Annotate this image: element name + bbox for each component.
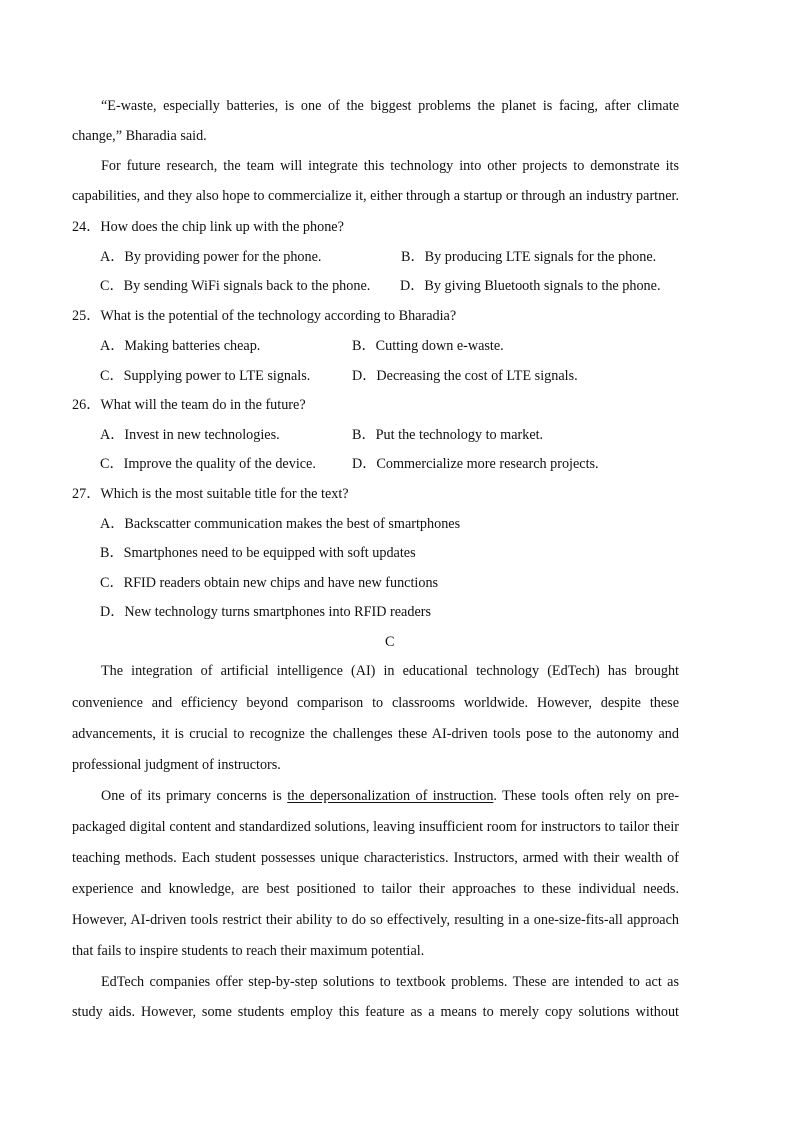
passage-line: However, AI-driven tools restrict their ability to do so effectively, resulting in a one-size-fits-all approach (72, 912, 679, 928)
passage-line: that fails to inspire students to reach their maximum potential. (72, 943, 425, 959)
underlined-phrase: the depersonalization of instruction (287, 788, 494, 804)
option-d: D．Decreasing the cost of LTE signals. (352, 368, 578, 384)
question-stem: 26．What will the team do in the future? (72, 397, 306, 413)
option-b: B．By producing LTE signals for the phone. (401, 249, 657, 265)
option-d: D．New technology turns smartphones into RFID readers (100, 604, 431, 620)
passage-line: advancements, it is crucial to recognize the challenges these AI-driven tools pose to the autonomy and (72, 726, 679, 742)
option-c: C．Supplying power to LTE signals. (100, 368, 311, 384)
passage-line: capabilities, and they also hope to commercialize it, either through a startup or through an industry partner. (72, 188, 679, 204)
option-a: A．By providing power for the phone. (100, 249, 322, 265)
passage-line: study aids. However, some students employ this feature as a means to merely copy solutions without (72, 1004, 679, 1020)
passage-line: packaged digital content and standardized solutions, leaving insufficient room for instructors to tailor their (72, 819, 679, 835)
option-b: B．Put the technology to market. (352, 427, 544, 443)
passage-line: The integration of artificial intelligence (AI) in educational technology (EdTech) has brought (101, 663, 679, 679)
passage-line (101, 787, 679, 805)
option-d: D．By giving Bluetooth signals to the phone. (400, 278, 661, 294)
passage-line: For future research, the team will integrate this technology into other projects to demonstrate its (101, 158, 679, 174)
option-c: C．Improve the quality of the device. (100, 456, 316, 472)
option-a: A．Invest in new technologies. (100, 427, 280, 443)
question-stem: 25．What is the potential of the technology according to Bharadia? (72, 308, 457, 324)
passage-line: change,” Bharadia said. (72, 128, 207, 144)
section-heading: C (385, 634, 395, 650)
option-a: A．Making batteries cheap. (100, 338, 261, 354)
passage-line: teaching methods. Each student possesses unique characteristics. Instructors, armed with their wealth of (72, 850, 679, 866)
passage-line: EdTech companies offer step-by-step solutions to textbook problems. These are intended to act as (101, 974, 679, 990)
text-run: One of its primary concerns is (101, 788, 288, 804)
question-stem: 27．Which is the most suitable title for the text? (72, 486, 349, 502)
question-stem: 24．How does the chip link up with the phone? (72, 219, 344, 235)
passage-line: experience and knowledge, are best positioned to tailor their approaches to these individual needs. (72, 881, 679, 897)
option-a: A．Backscatter communication makes the best of smartphones (100, 516, 461, 532)
passage-line: professional judgment of instructors. (72, 757, 281, 773)
option-c: C．RFID readers obtain new chips and have new functions (100, 575, 439, 591)
option-b: B．Cutting down e-waste. (352, 338, 504, 354)
passage-line: “E-waste, especially batteries, is one of the biggest problems the planet is facing, after climate (101, 98, 679, 114)
passage-line: convenience and efficiency beyond comparison to classrooms worldwide. However, despite these (72, 695, 679, 711)
option-c: C．By sending WiFi signals back to the phone. (100, 278, 371, 294)
option-d: D．Commercialize more research projects. (352, 456, 599, 472)
text-run: . These tools often rely on pre- (493, 788, 679, 804)
option-b: B．Smartphones need to be equipped with soft updates (100, 545, 416, 561)
